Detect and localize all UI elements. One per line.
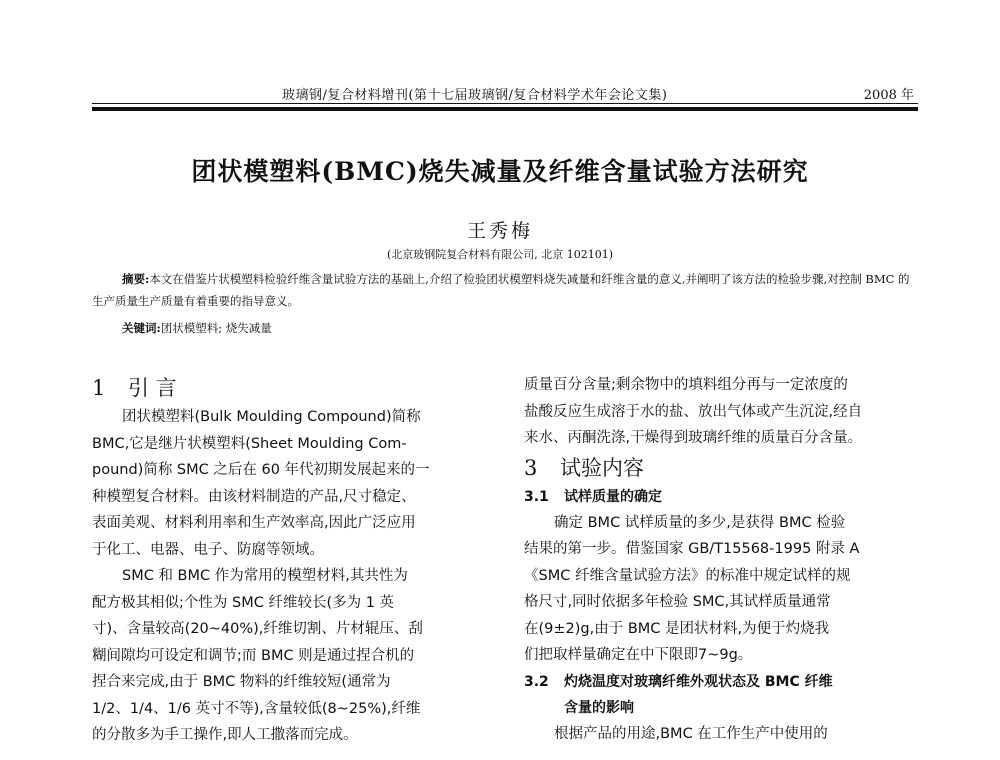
body-line: SMC 和 BMC 作为常用的模塑材料,其共性为	[122, 568, 408, 584]
body-line: 的分散多为手工操作,即人工撒落而完成。	[92, 727, 358, 743]
keywords	[122, 320, 272, 336]
section-title: 试验内容	[560, 455, 644, 480]
subsection-number: 3.2	[524, 673, 549, 690]
header-rule-thick	[92, 107, 918, 111]
body-line: BMC,它是继片状模塑料(Sheet Moulding Com-	[92, 435, 407, 452]
abstract-text: 本文在借鉴片状模塑料检验纤维含量试验方法的基础上,介绍了检验团状模塑料烧失减量和纤维含量的意义,并阐明了该方法的检验步骤,对控制 BMC 的生产质量生产质量有着重要的指导意义。	[92, 272, 910, 308]
body-line: 团状模塑料(Bulk Moulding Compound)简称	[122, 409, 421, 425]
body-line: 表面美观、材料利用率和生产效率高,因此广泛应用	[92, 515, 416, 531]
subsection-title: 试样质量的确定	[564, 488, 662, 505]
body-line: 《SMC 纤维含量试验方法》的标准中规定试样的规	[524, 567, 851, 584]
subsection-number: 3.1	[524, 488, 549, 505]
author-affiliation: (北京玻钢院复合材料有限公司, 北京 102101)	[386, 248, 614, 261]
body-line: 们把取样量确定在中下限即7~9g。	[524, 647, 753, 663]
abstract	[92, 268, 918, 312]
body-line: 捏合来完成,由于 BMC 物料的纤维较短(通常为	[92, 674, 391, 690]
section-number: 3	[524, 455, 538, 480]
section-title: 引 言	[128, 376, 177, 400]
body-line: 在(9±2)g,由于 BMC 是团状材料,为便于灼烧我	[524, 620, 830, 637]
left-column	[92, 372, 492, 749]
right-column	[524, 372, 924, 747]
abstract-label: 摘要:	[122, 272, 150, 286]
section-number: 1	[92, 376, 106, 400]
subsection-title-continued: 含量的影响	[564, 699, 634, 716]
paper-title: 团状模塑料(BMC)烧失减量及纤维含量试验方法研究	[191, 157, 809, 186]
publication-year: 2008 年	[863, 88, 914, 103]
body-line: 于化工、电器、电子、防腐等领域。	[92, 541, 324, 558]
subsection-heading	[524, 484, 924, 510]
body-line: 盐酸反应生成溶于水的盐、放出气体或产生沉淀,经自	[524, 403, 863, 420]
author-name: 王秀梅	[466, 220, 533, 242]
body-line: 来水、丙酮洗涤,干燥得到玻璃纤维的质量百分含量。	[524, 430, 863, 446]
body-line: 根据产品的用途,BMC 在工作生产中使用的	[554, 725, 828, 742]
body-line: 种模塑复合材料。由该材料制造的产品,尺寸稳定、	[92, 488, 416, 505]
body-line: 配方极其相似;个性为 SMC 纤维较长(多为 1 英	[92, 594, 395, 611]
body-line: 寸)、含量较高(20~40%),纤维切割、片材辊压、刮	[92, 621, 423, 637]
body-line: 确定 BMC 试样质量的多少,是获得 BMC 检验	[554, 514, 846, 531]
body-line: 质量百分含量;剩余物中的填料组分再与一定浓度的	[524, 377, 848, 393]
keywords-text: 团状模塑料; 烧失减量	[160, 321, 272, 335]
body-line: 1/2、1/4、1/6 英寸不等),含量较低(8~25%),纤维	[92, 700, 421, 717]
body-line: pound)简称 SMC 之后在 60 年代初期发展起来的一	[92, 462, 430, 478]
header-rule-thin	[92, 103, 918, 104]
running-header	[92, 84, 918, 104]
section-heading	[524, 452, 924, 484]
subsection-title: 灼烧温度对玻璃纤维外观状态及 BMC 纤维	[564, 673, 833, 690]
keywords-label: 关键词:	[122, 321, 161, 335]
subsection-heading	[524, 669, 924, 695]
body-line: 结果的第一步。借鉴国家 GB/T15568-1995 附录 A	[524, 541, 860, 557]
section-heading	[92, 372, 492, 404]
body-line: 糊间隙均可设定和调节;而 BMC 则是通过捏合机的	[92, 647, 415, 664]
journal-name: 玻璃钢/复合材料增刊(第十七届玻璃钢/复合材料学术年会论文集)	[282, 88, 668, 103]
body-line: 格尺寸,同时依据多年检验 SMC,其试样质量通常	[524, 594, 831, 610]
